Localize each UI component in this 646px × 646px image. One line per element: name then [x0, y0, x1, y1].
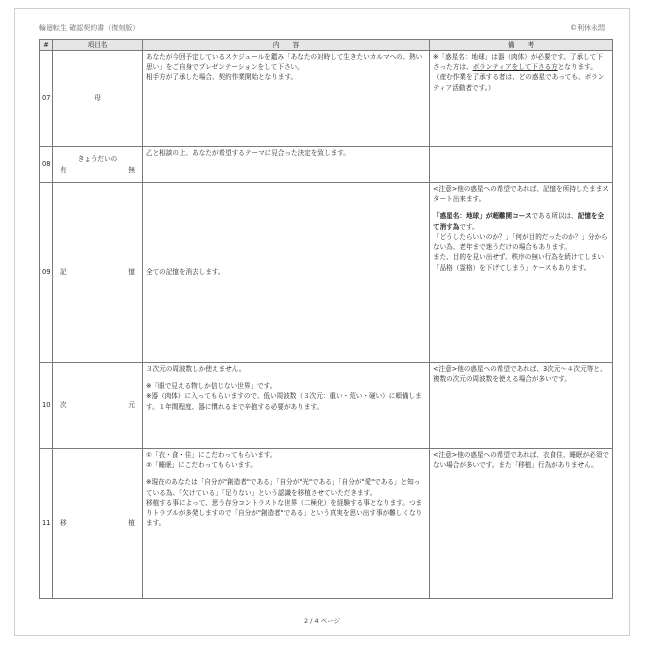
row-content: 全ての記憶を消去します。: [143, 183, 430, 363]
row-content: [143, 51, 430, 147]
content-line: ※「眼で見える物しか信じない世界」です。: [146, 382, 277, 391]
row-number: 10: [40, 363, 53, 449]
row-item: 母: [53, 51, 143, 147]
note-line: また、目的を見い出せず、秩序の無い行為を続けてしまい「品格（霊格）を下げてしまう」ケースもあります。: [433, 253, 604, 272]
row-item: [53, 147, 143, 183]
content-line: ３次元の周波数しか使えません。: [146, 365, 246, 373]
col-header-note: 備 考: [430, 40, 613, 51]
contract-table: [39, 39, 613, 599]
content-line: ※現在のあなたは「自分が"創造者"である」「自分が"光"である」「自分が"愛"である」と知っている為、「欠けている」「足りない」という認識を移植させていただきます。: [146, 478, 421, 497]
item-label: 無: [128, 165, 135, 174]
note-line: <注意>他の惑星への希望であれば、記憶を所持したままスタート出来ます。: [433, 185, 609, 204]
item-label-split: [56, 518, 139, 528]
row-note: <注意>他の惑星への希望であれば、衣食住、睡眠が必須でない場合が多いです。また「移植」行為がありません。: [430, 449, 613, 599]
table-row: [40, 51, 613, 147]
document-page: [14, 8, 630, 636]
item-label-split: [56, 165, 139, 175]
content-line: 相手方が了承した場合、契約作業開始となります。: [146, 73, 298, 82]
note-bold: 記憶を全て消す為: [433, 212, 605, 231]
col-header-num: #: [40, 40, 53, 51]
page-header: [39, 23, 605, 37]
row-content: [143, 363, 430, 449]
row-item: [53, 183, 143, 363]
page-number: 2 / 4 ページ: [303, 617, 341, 625]
row-note: <注意>他の惑星への希望であれば、3次元～４次元等と、複数の次元の周波数を使える場合が多いです。: [430, 363, 613, 449]
table-row: [40, 449, 613, 599]
content-line: ①「衣・食・住」にこだわってもらいます。: [146, 451, 277, 459]
row-content: 乙と相談の上、あなたが希望するテーマに見合った決定を致します。: [143, 147, 430, 183]
content-line: ※器（肉体）に入ってもらいますので、低い周波数（３次元：重い・荒い・硬い）に順備します。１年間程度、器に慣れるまで辛抱する必要があります。: [146, 392, 422, 411]
note-text: です。: [459, 222, 479, 231]
row-item: [53, 363, 143, 449]
spacer: [146, 470, 426, 477]
item-label-split: [56, 400, 139, 410]
content-line: ②「睡眠」にこだわってもらいます。: [146, 461, 257, 470]
row-note: [430, 147, 613, 183]
note-line: （産む作業を了承する者は、どの惑星であっても、ボランティア活動者です。）: [433, 73, 605, 92]
table-row: [40, 363, 613, 449]
item-label: 元: [128, 401, 135, 410]
col-header-item: 項目名: [53, 40, 143, 51]
content-line: あなたが今回予定しているスケジュールを鑑み「あなたの対時して生きたいカルマへの、熱い思い」をご自身でプレゼンテーションをして下さい。: [146, 53, 423, 72]
item-label: 次: [60, 401, 67, 410]
copyright-text: ©利休永悶: [570, 24, 605, 32]
row-number: 09: [40, 183, 53, 363]
row-note: [430, 51, 613, 147]
note-underlined: ボランティアをして下さる方: [472, 63, 558, 72]
spacer: [146, 374, 426, 381]
note-line: 「どうしたらいいのか？」「何が目的だったのか？」分からない為、老年まで迷うだけの場合もあります。: [433, 232, 608, 252]
note-line: [433, 52, 609, 72]
col-header-content: 内 容: [143, 40, 430, 51]
content-line: 移植する事によって、思う存分コントラストな世界（二極化）を経験する事となります。つまりトラブルが多発しますので「自分が"創造者"である」という真実を思い出す事が難しくなります。: [146, 498, 423, 528]
item-label: 植: [128, 519, 135, 528]
row-number: 08: [40, 147, 53, 183]
item-label: 記: [60, 268, 67, 277]
item-label: 有: [60, 165, 67, 174]
note-bold: 「惑星名：地球」が超難関コース: [433, 212, 532, 221]
note-text: である所以は、: [531, 212, 578, 221]
row-item: [53, 449, 143, 599]
table-row: [40, 183, 613, 363]
note-text: ※「惑星名：地球」は器（肉体）が必要です。了承して下さった方は、: [433, 53, 603, 72]
row-number: 07: [40, 51, 53, 147]
spacer: [433, 204, 609, 211]
item-label: 憶: [128, 268, 135, 277]
row-content: [143, 449, 430, 599]
row-note: [430, 183, 613, 363]
table-header-row: [40, 40, 613, 51]
item-label: きょうだいの: [77, 155, 118, 164]
note-line: [433, 211, 609, 231]
row-number: 11: [40, 449, 53, 599]
table-row: [40, 147, 613, 183]
item-label-split: [56, 267, 139, 277]
document-title: 輪廻転生 確認契約書（復刻版）: [39, 24, 140, 32]
note-text: となります。: [557, 63, 597, 72]
item-label: 移: [60, 519, 67, 528]
